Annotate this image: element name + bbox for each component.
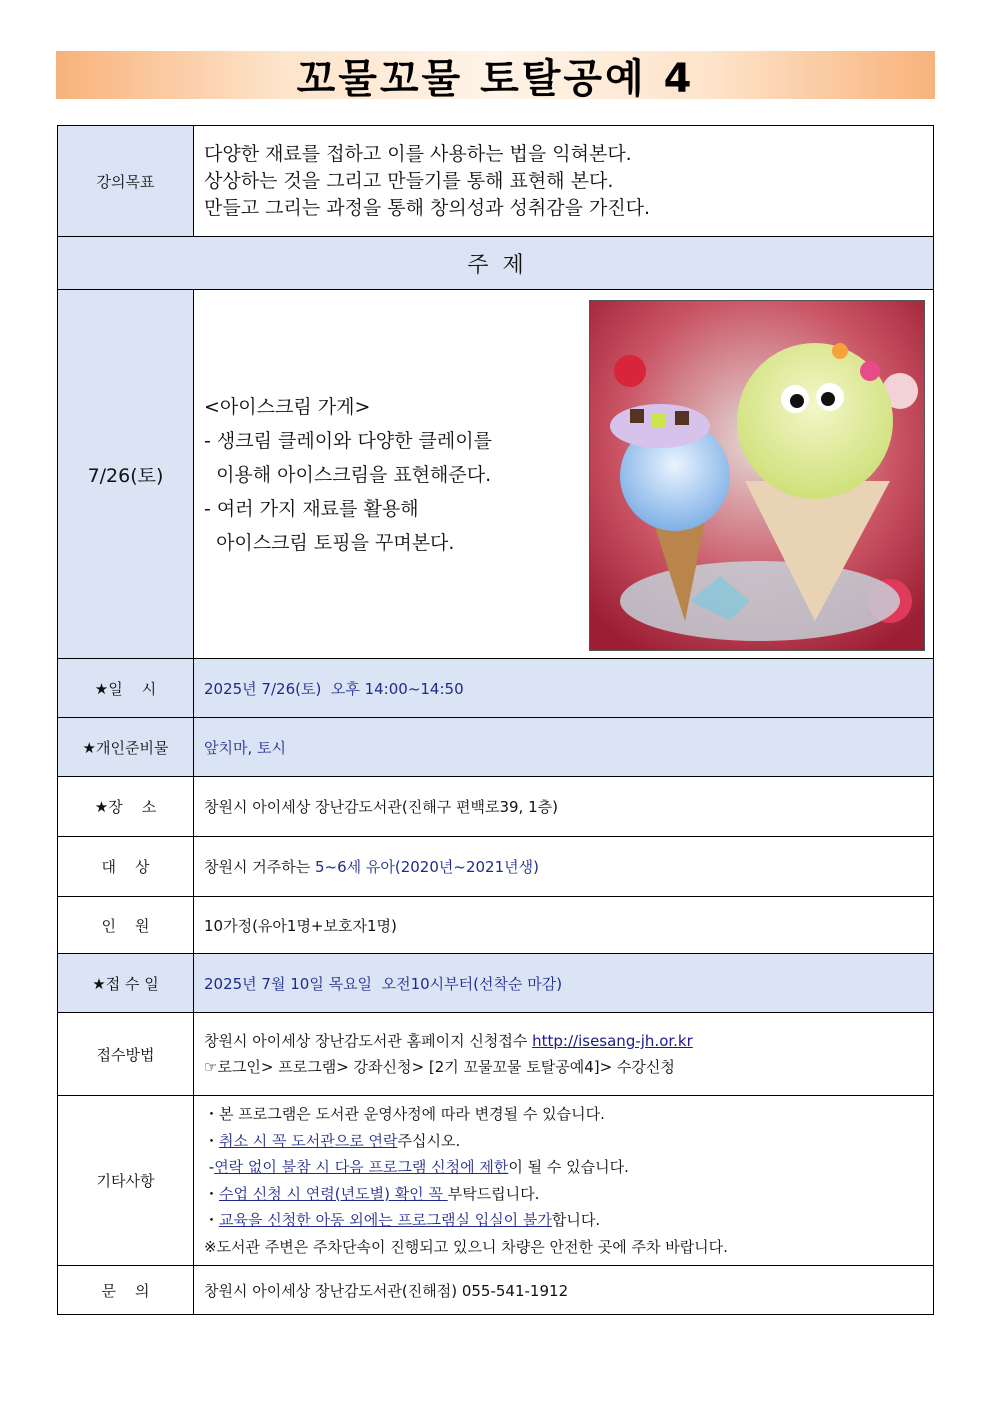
method-label: 접수방법 bbox=[58, 1013, 194, 1096]
ice-cream-craft-photo bbox=[589, 300, 925, 651]
supplies-label: ★개인준비물 bbox=[58, 718, 194, 777]
goal-label: 강의목표 bbox=[58, 126, 194, 237]
method-text: 창원시 아이세상 장난감도서관 홈페이지 신청접수 bbox=[204, 1032, 533, 1050]
topic-date-label: 7/26(토) bbox=[58, 290, 194, 659]
target-prefix: 창원시 거주하는 bbox=[204, 858, 315, 876]
page-title: 꼬물꼬물 토탈공예 4 bbox=[296, 55, 695, 102]
topic-line: 이용해 아이스크림을 표현해준다. bbox=[204, 464, 492, 486]
datetime-value: 2025년 7/26(토) 오후 14:00~14:50 bbox=[194, 659, 934, 718]
people-label: 인 원 bbox=[58, 897, 194, 954]
etc-line: ・교육을 신청한 아동 외에는 프로그램실 입실이 불가합니다. bbox=[204, 1211, 601, 1229]
goal-line: 상상하는 것을 그리고 만들기를 통해 표현해 본다. bbox=[204, 169, 614, 192]
parking-notice: ※도서관 주변은 주차단속이 진행되고 있으니 차량은 안전한 곳에 주차 바랍니다. bbox=[204, 1237, 728, 1256]
goal-line: 다양한 재료를 접하고 이를 사용하는 법을 익혀본다. bbox=[204, 142, 632, 165]
etc-line: ・취소 시 꼭 도서관으로 연락주십시오. bbox=[204, 1131, 461, 1150]
etc-line: ・수업 신청 시 연령(년도별) 확인 꼭 부탁드립니다. bbox=[204, 1184, 540, 1203]
target-label: 대 상 bbox=[58, 837, 194, 897]
title-banner bbox=[56, 51, 935, 102]
reception-date-label: ★접 수 일 bbox=[58, 954, 194, 1013]
etc-label: 기타사항 bbox=[58, 1096, 194, 1266]
contact-label: 문 의 bbox=[58, 1266, 194, 1315]
topic-content bbox=[194, 290, 934, 659]
topic-line: - 생크림 클레이와 다양한 클레이를 bbox=[204, 430, 492, 452]
etc-line: -연락 없이 불참 시 다음 프로그램 신청에 제한이 될 수 있습니다. bbox=[204, 1158, 629, 1176]
topic-description bbox=[204, 390, 492, 560]
topic-line: <아이스크림 가게> bbox=[204, 396, 371, 418]
target-value bbox=[194, 837, 934, 897]
etc-content bbox=[194, 1096, 934, 1266]
goal-line: 만들고 그리는 과정을 통해 창의성과 성취감을 가진다. bbox=[204, 196, 651, 219]
etc-line: ・본 프로그램은 도서관 운영사정에 따라 변경될 수 있습니다. bbox=[204, 1105, 605, 1123]
target-age: 5~6세 유아(2020년~2021년생) bbox=[314, 858, 539, 876]
place-label: ★장 소 bbox=[58, 777, 194, 837]
method-steps: ☞로그인> 프로그램> 강좌신청> [2기 꼬물꼬물 토탈공예4]> 수강신청 bbox=[204, 1058, 675, 1076]
goal-content bbox=[194, 126, 934, 237]
topic-header: 주 제 bbox=[58, 237, 934, 290]
topic-line: 아이스크림 토핑을 꾸며본다. bbox=[204, 532, 455, 554]
place-value: 창원시 아이세상 장난감도서관(진해구 편백로39, 1층) bbox=[194, 777, 934, 837]
homepage-link[interactable]: http://isesang-jh.or.kr bbox=[532, 1032, 693, 1050]
contact-value: 창원시 아이세상 장난감도서관(진해점) 055-541-1912 bbox=[194, 1266, 934, 1315]
reception-date-value: 2025년 7월 10일 목요일 오전10시부터(선착순 마감) bbox=[194, 954, 934, 1013]
method-value bbox=[194, 1013, 934, 1096]
people-value: 10가정(유아1명+보호자1명) bbox=[194, 897, 934, 954]
datetime-label: ★일 시 bbox=[58, 659, 194, 718]
program-info-table bbox=[57, 125, 934, 1315]
supplies-value: 앞치마, 토시 bbox=[194, 718, 934, 777]
topic-line: - 여러 가지 재료를 활용해 bbox=[204, 498, 419, 520]
